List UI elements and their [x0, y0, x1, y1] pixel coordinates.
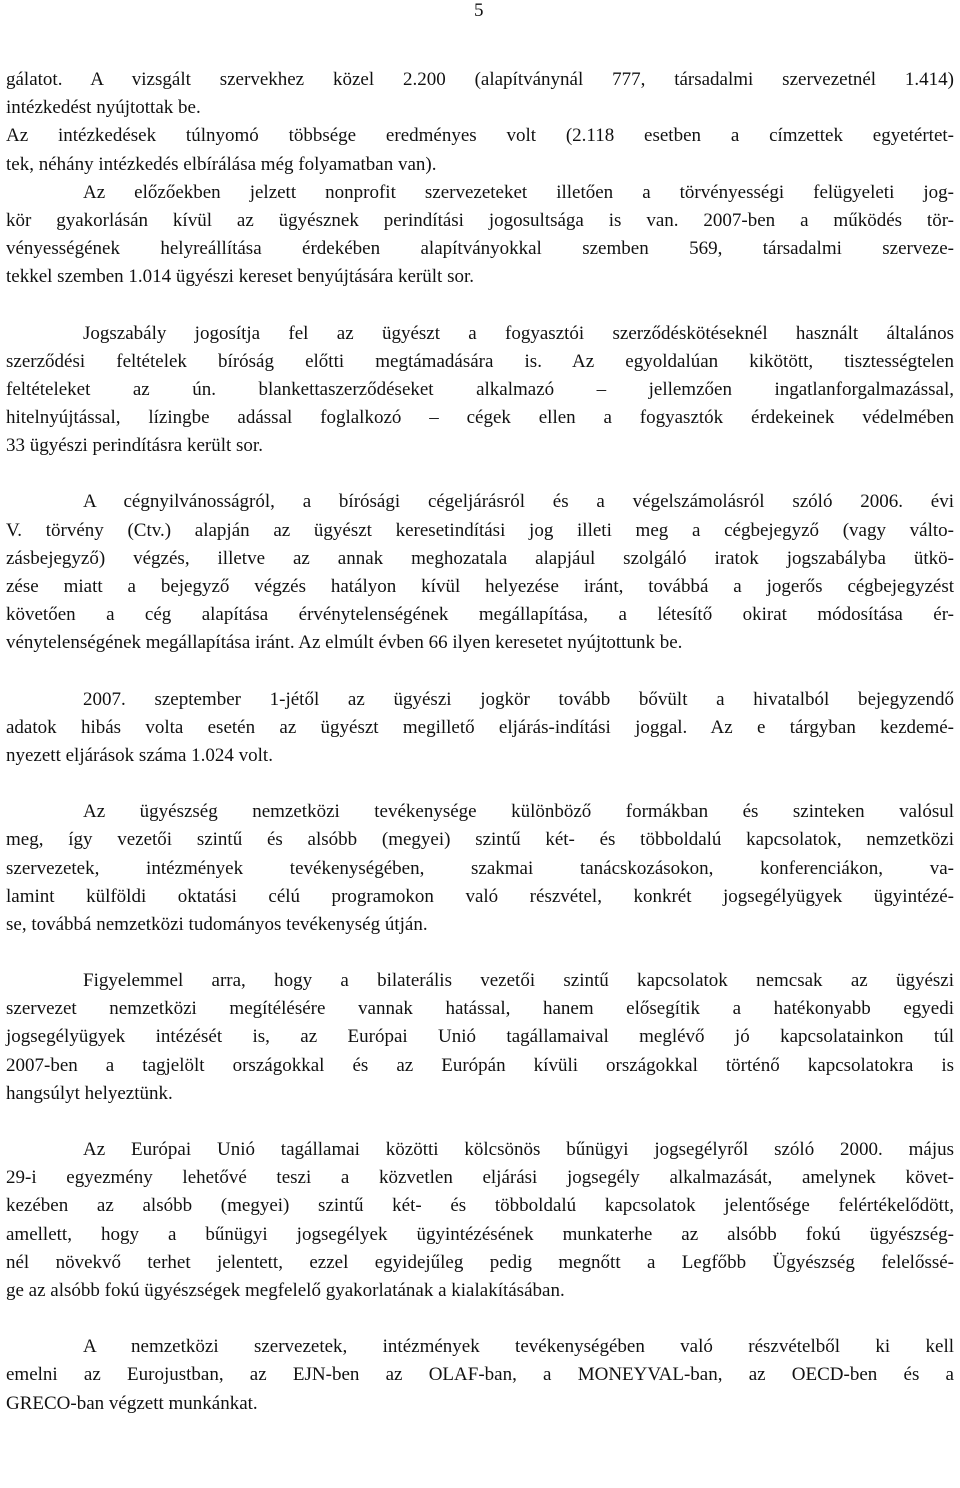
text-line: tekkel szemben 1.014 ügyészi kereset benyújtására került sor.: [6, 266, 474, 288]
paragraph: [6, 320, 954, 461]
text-line: 2007. szeptember 1-jétől az ügyészi jogkör tovább bővült a hivatalból bejegyzendő: [83, 688, 954, 710]
text-line: Az előzőekben jelzett nonprofit szervezeteket illetően a törvényességi felügyeleti jog-: [83, 181, 954, 203]
text-line: V. törvény (Ctv.) alapján az ügyészt keresetindítási jog illeti meg a cégbejegyző (vagy válto-: [6, 519, 954, 541]
text-line: vénytelenségének megállapítása iránt. Az elmúlt évben 66 ilyen keresetet nyújtottunk be.: [6, 632, 683, 654]
page-number: 5: [474, 0, 484, 21]
paragraph: [6, 967, 954, 1108]
text-line: lamint külföldi oktatási célú programokon való részvétel, konkrét jogsegélyügyek ügyintézé-: [6, 885, 954, 907]
text-line: Az intézkedések túlnyomó többsége eredményes volt (2.118 esetben a címzettek egyetértet-: [6, 125, 954, 147]
paragraph: [6, 122, 954, 178]
text-line: hitelnyújtással, lízingbe adással foglalkozó – cégek ellen a fogyasztók érdekeinek védelmében: [6, 407, 954, 429]
text-line: nél növekvő terhet jelentett, ezzel egyidejűleg pedig megnőtt a Legfőbb Ügyészség felelőssé-: [6, 1251, 954, 1273]
text-line: kezében az alsóbb (megyei) szintű két- és többoldalú kapcsolatok jelentősége felértékelődött,: [6, 1195, 954, 1217]
text-line: amellett, hogy a bűnügyi jogsegélyek ügyintézésének munkaterhe az alsóbb fokú ügyészség-: [6, 1223, 954, 1245]
text-line: A cégnyilvánosságról, a bírósági cégeljárásról és a végelszámolásról szóló 2006. évi: [83, 491, 954, 513]
text-line: adatok hibás volta esetén az ügyészt megillető eljárás-indítási joggal. Az e tárgyban kezdemé-: [6, 716, 954, 738]
text-line: tek, néhány intézkedés elbírálása még folyamatban van).: [6, 153, 437, 175]
text-line: Az ügyészség nemzetközi tevékenysége különböző formákban és szinteken valósul: [83, 801, 954, 823]
text-line: feltételeket az ún. blankettaszerződéseket alkalmazó – jellemzően ingatlanforgalmazással,: [6, 378, 954, 400]
text-line: kör gyakorlásán kívül az ügyésznek perindítási jogosultsága is van. 2007-ben a működés tör-: [6, 209, 954, 231]
text-line: Az Európai Unió tagállamai közötti kölcsönös bűnügyi jogsegélyről szóló 2000. május: [83, 1139, 954, 1160]
text-line: GRECO-ban végzett munkánkat.: [6, 1392, 258, 1414]
paragraph: [6, 1333, 954, 1418]
text-line: se, továbbá nemzetközi tudományos tevékenység útján.: [6, 913, 428, 935]
paragraph: [6, 1136, 954, 1305]
paragraph: [6, 179, 954, 292]
document-body: [6, 66, 954, 1446]
text-line: zásbejegyző) végzés, illetve az annak meghozatala alapjául szolgáló iratok jogszabályba ütkö-: [6, 547, 954, 569]
text-line: hangsúlyt helyeztünk.: [6, 1082, 173, 1104]
text-line: Jogszabály jogosítja fel az ügyészt a fogyasztói szerződéskötéseknél használt általános: [83, 322, 954, 344]
paragraph: [6, 66, 954, 122]
text-line: Figyelemmel arra, hogy a bilaterális vezetői szintű kapcsolatok nemcsak az ügyészi: [83, 970, 954, 992]
text-line: A nemzetközi szervezetek, intézmények tevékenységében való részvételből ki kell: [83, 1336, 954, 1358]
text-line: 2007-ben a tagjelölt országokkal és az Európán kívüli országokkal történő kapcsolatokra is: [6, 1054, 954, 1076]
paragraph: [6, 686, 954, 771]
text-line: zése miatt a bejegyző végzés hatályon kívül helyezése iránt, továbbá a jogerős cégbejegyzést: [6, 576, 954, 597]
text-line: intézkedést nyújtottak be.: [6, 97, 201, 119]
text-line: 29-i egyezmény lehetővé teszi a közvetlen eljárási jogsegély alkalmazását, amelynek követ-: [6, 1167, 954, 1189]
paragraph: [6, 488, 954, 657]
text-line: szerződési feltételek bíróság előtti megtámadására is. Az egyoldalúan kikötött, tisztességtelen: [6, 350, 954, 372]
text-line: 33 ügyészi perindításra került sor.: [6, 435, 263, 457]
text-line: nyezett eljárások száma 1.024 volt.: [6, 744, 273, 766]
text-line: jogsegélyügyek intézését is, az Európai Unió tagállamaival meglévő jó kapcsolatainkon túl: [6, 1026, 954, 1048]
text-line: meg, így vezetői szintű és alsóbb (megyei) szintű két- és többoldalú kapcsolatok, nemzetközi: [6, 829, 954, 851]
text-line: emelni az Eurojustban, az EJN-ben az OLAF-ban, a MONEYVAL-ban, az OECD-ben és a: [6, 1364, 954, 1386]
text-line: követően a cég alapítása érvénytelenségének megállapítása, a létesítő okirat módosítása ér-: [6, 604, 954, 626]
paragraph: [6, 798, 954, 939]
text-line: szervezet nemzetközi megítélésére vannak hatással, hanem elősegítik a hatékonyabb egyedi: [6, 998, 954, 1020]
text-line: vényességének helyreállítása érdekében alapítványokkal szemben 569, társadalmi szerveze-: [6, 238, 954, 260]
text-line: szervezetek, intézmények tevékenységében, szakmai tanácskozásokon, konferenciákon, va-: [6, 857, 954, 879]
text-line: ge az alsóbb fokú ügyészségek megfelelő gyakorlatának a kialakításában.: [6, 1279, 565, 1301]
text-line: gálatot. A vizsgált szervekhez közel 2.200 (alapítványnál 777, társadalmi szervezetnél 1.414): [6, 69, 954, 90]
